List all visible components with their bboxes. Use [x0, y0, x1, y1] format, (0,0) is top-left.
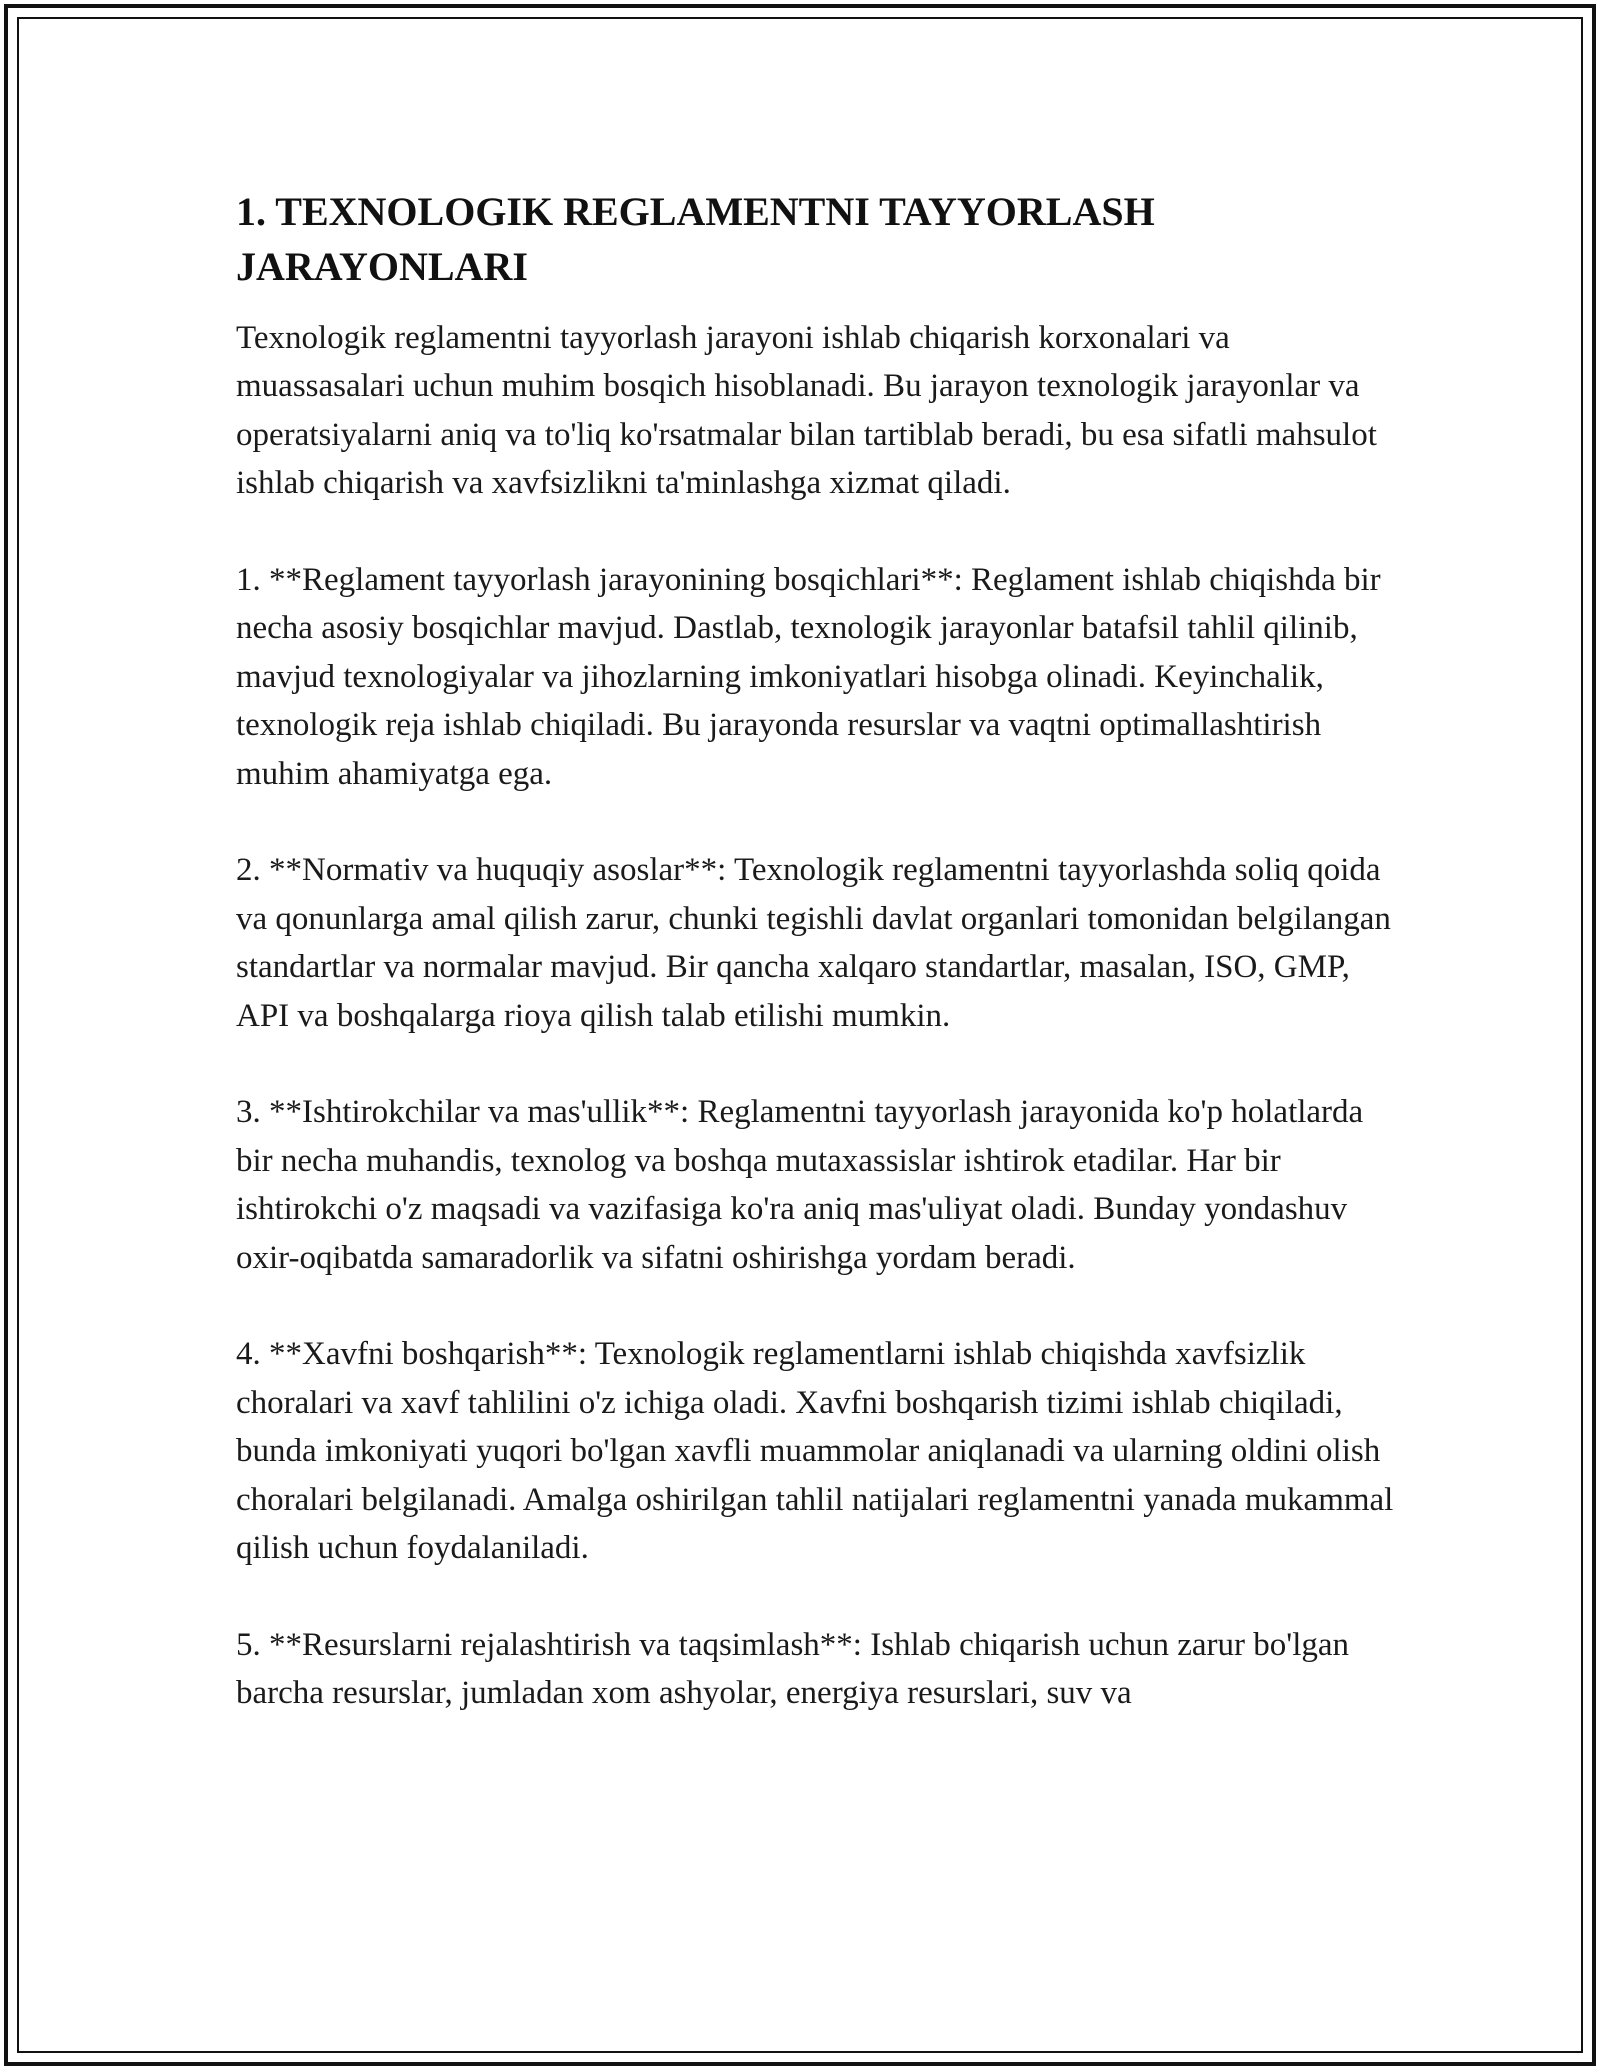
paragraph-resources: 5. **Resurslarni rejalashtirish va taqsimlash**: Ishlab chiqarish uchun zarur bo'lgan barcha resurslar, jumladan xom ashyolar, energiya resurslari, suv va	[236, 1626, 1350, 1712]
paragraph-risk-management: 4. **Xavfni boshqarish**: Texnologik reglamentlarni ishlab chiqishda xavfsizlik choralari va xavf tahlilini o'z ichiga oladi. Xavfni boshqarish tizimi ishlab chiqiladi, bunda imkoniyati yuqori bo'lgan xavfli muammolar aniqlanadi va ularning oldini olish choralari belgilanadi. Amalga oshirilgan tahlil natijalari reglamentni yanada mukammal qilish uchun foydalaniladi.	[236, 1336, 1394, 1567]
paragraph-participants: 3. **Ishtirokchilar va mas'ullik**: Reglamentni tayyorlash jarayonida ko'p holatlarda bir necha muhandis, texnolog va boshqa mutaxassislar ishtirok etadilar. Har bir ishtirokchi o'z maqsadi va vazifasiga ko'ra aniq mas'uliyat oladi. Bunday yondashuv oxir-oqibatda samaradorlik va sifatni oshirishga yordam beradi.	[236, 1094, 1364, 1276]
paragraph-legal-basis: 2. **Normativ va huquqiy asoslar**: Texnologik reglamentni tayyorlashda soliq qoida va qonunlarga amal qilish zarur, chunki tegishli davlat organlari tomonidan belgilangan standartlar va normalar mavjud. Bir qancha xalqaro standartlar, masalan, ISO, GMP, API va boshqalarga rioya qilish talab etilishi mumkin.	[236, 852, 1391, 1034]
paragraph-stages: 1. **Reglament tayyorlash jarayonining bosqichlari**: Reglament ishlab chiqishda bir necha asosiy bosqichlar mavjud. Dastlab, texnologik jarayonlar batafsil tahlil qilinib, mavjud texnologiyalar va jihozlarning imkoniyatlari hisobga olinadi. Keyinchalik, texnologik reja ishlab chiqiladi. Bu jarayonda resurslar va vaqtni optimallashtirish muhim ahamiyatga ega.	[236, 562, 1381, 792]
document-body	[236, 184, 1396, 1766]
document-title: 1. TEXNOLOGIK REGLAMENTNI TAYYORLASH JARAYONLARI	[236, 189, 1155, 289]
intro-paragraph: Texnologik reglamentni tayyorlash jarayoni ishlab chiqarish korxonalari va muassasalari uchun muhim bosqich hisoblanadi. Bu jarayon texnologik jarayonlar va operatsiyalarni aniq va to'liq ko'rsatmalar bilan tartiblab beradi, bu esa sifatli mahsulot ishlab chiqarish va xavfsizlikni ta'minlashga xizmat qiladi.	[236, 320, 1377, 502]
